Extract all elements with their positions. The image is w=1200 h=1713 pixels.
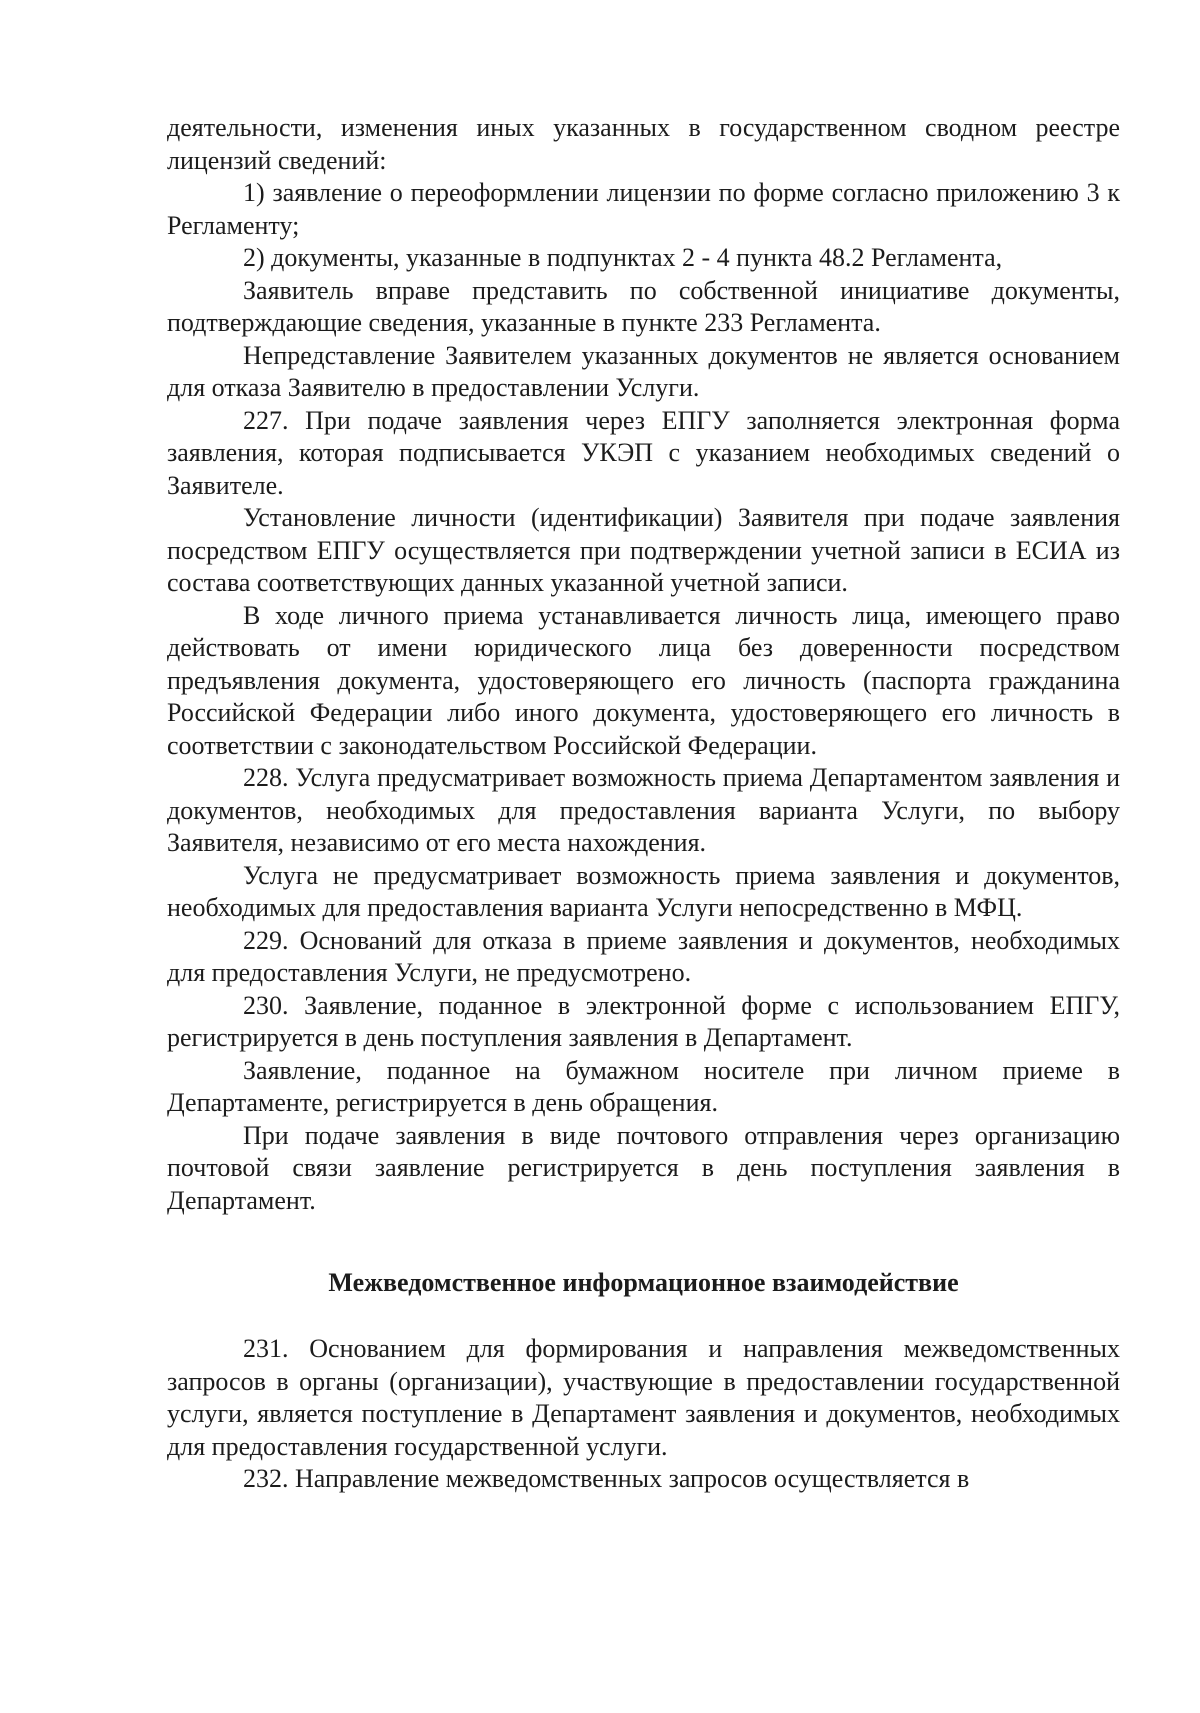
paragraph: 231. Основанием для формирования и направления межведомственных запросов в органы (организации), участвующие в предоставлении государственной услуги, является поступление в Департамент заявления и документов, необходимых для предоставления государственной услуги. bbox=[167, 1334, 1120, 1461]
paragraph: Заявитель вправе представить по собственной инициативе документы, подтверждающие сведения, указанные в пункте 233 Регламента. bbox=[167, 275, 1120, 337]
body-text-top bbox=[167, 112, 1120, 1217]
paragraph: 227. При подаче заявления через ЕПГУ заполняется электронная форма заявления, которая подписывается УКЭП с указанием необходимых сведений о Заявителе. bbox=[167, 405, 1120, 500]
paragraph: 229. Оснований для отказа в приеме заявления и документов, необходимых для предоставления Услуги, не предусмотрено. bbox=[167, 925, 1120, 987]
body-text-bottom bbox=[167, 1333, 1120, 1496]
paragraph: деятельности, изменения иных указанных в государственном сводном реестре лицензий сведений: bbox=[167, 113, 1120, 175]
paragraph: 2) документы, указанные в подпунктах 2 - 4 пункта 48.2 Регламента, bbox=[243, 243, 1003, 272]
paragraph: Непредставление Заявителем указанных документов не является основанием для отказа Заявителю в предоставлении Услуги. bbox=[167, 340, 1120, 402]
section-heading: Межведомственное информационное взаимодействие bbox=[328, 1268, 959, 1297]
paragraph: Услуга не предусматривает возможность приема заявления и документов, необходимых для предоставления варианта Услуги непосредственно в МФЦ. bbox=[167, 860, 1120, 922]
paragraph: Заявление, поданное на бумажном носителе при личном приеме в Департаменте, регистрируется в день обращения. bbox=[167, 1055, 1120, 1117]
paragraph: В ходе личного приема устанавливается личность лица, имеющего право действовать от имени юридического лица без доверенности посредством предъявления документа, удостоверяющего его личность (паспорта гражданина Российской Федерации либо иного документа, удостоверяющего его личность в соответствии с законодательством Российской Федерации. bbox=[167, 600, 1120, 760]
paragraph: 1) заявление о переоформлении лицензии по форме согласно приложению 3 к Регламенту; bbox=[167, 178, 1120, 240]
paragraph: 232. Направление межведомственных запросов осуществляется в bbox=[243, 1464, 970, 1493]
paragraph: 228. Услуга предусматривает возможность приема Департаментом заявления и документов, необходимых для предоставления варианта Услуги, по выбору Заявителя, независимо от его места нахождения. bbox=[167, 763, 1120, 857]
paragraph: 230. Заявление, поданное в электронной форме с использованием ЕПГУ, регистрируется в день поступления заявления в Департамент. bbox=[167, 990, 1120, 1052]
paragraph: При подаче заявления в виде почтового отправления через организацию почтовой связи заявление регистрируется в день поступления заявления в Департамент. bbox=[167, 1120, 1120, 1215]
paragraph: Установление личности (идентификации) Заявителя при подаче заявления посредством ЕПГУ осуществляется при подтверждении учетной записи в ЕСИА из состава соответствующих данных указанной учетной записи. bbox=[167, 503, 1120, 597]
